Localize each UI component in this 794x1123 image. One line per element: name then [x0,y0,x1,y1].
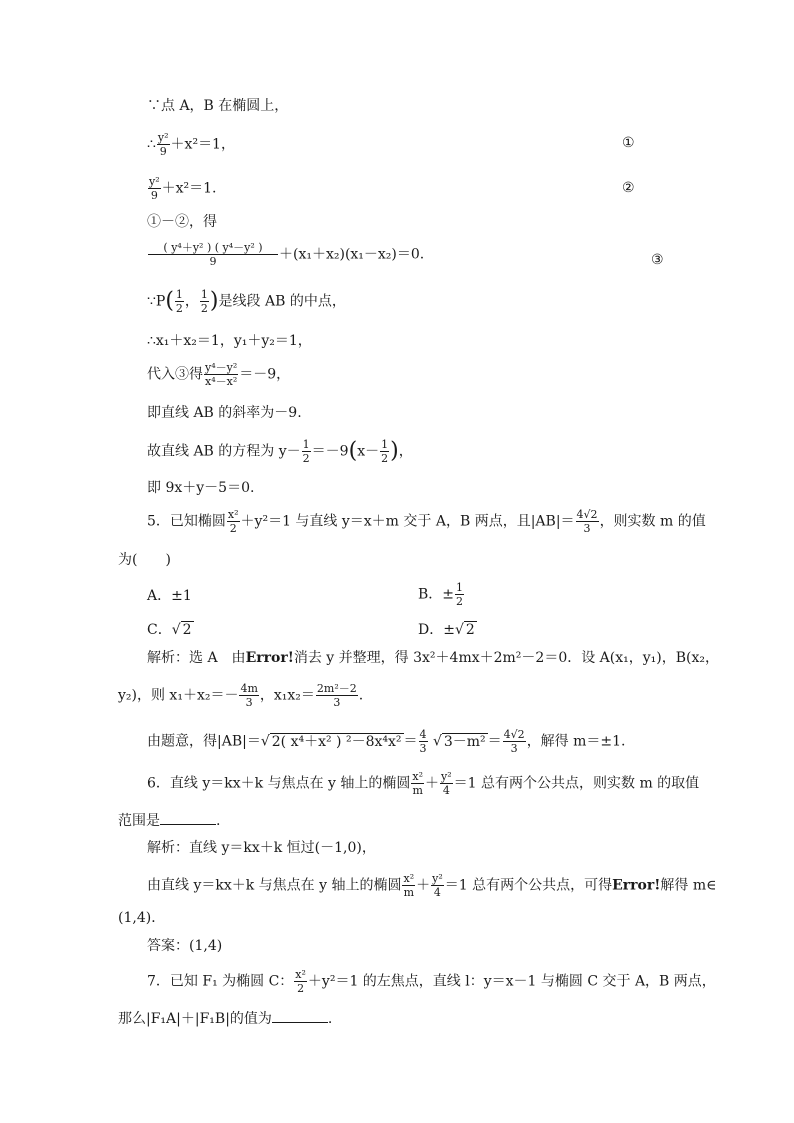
marker-2: ② [622,180,635,196]
fraction-x2-over-m-b: $\frac{\text{x²}}{m}$ [403,872,415,899]
substitute-line [147,361,290,388]
fraction-eq3: $\frac{\text{( y⁴＋y² ) ( y⁴－y² )}}{9}$ [148,241,278,268]
fraction-2m2-over-3: $\frac{\text{2m²－2}}{3}$ [316,682,357,709]
q5-mid: ＋y²＝1 与直线 y＝x＋m 交于 A，B 两点，且|AB|＝ [240,513,575,530]
fraction-x2-over-2-b: $\frac{\text{x²}}{2}$ [295,968,306,995]
answer-6: 答案：(1,4) [147,938,223,954]
fraction-one-half: $\frac{1}{2}$ [456,581,464,608]
eq1-tail: ＝1， [198,136,235,153]
answer-blank-7[interactable] [272,1008,328,1023]
option-c: C．√ 2 [147,622,192,638]
midpoint-line: ∵P( $\frac{1}{2}$ ， $\frac{1}{2}$ )是线段 AB 的中点， [147,288,346,315]
solution-6-line-1: 解析：直线 y＝kx＋k 恒过(－1,0)， [147,840,376,856]
sum-line: ∴x₁＋x₂＝1，y₁＋y₂＝1， [147,333,312,349]
fraction-half-1: $\frac{1}{2}$ [175,288,183,315]
fraction-4m-over-3: $\frac{4m}{3}$ [240,682,258,709]
question-5-cont: 为( ) [118,552,171,568]
question-5 [147,508,706,535]
question-7: 7．已知 F₁ 为椭圆 C： $\frac{\text{x²}}{2}$ ＋y²＝1 的左焦点，直线 l：y＝x－1 与椭圆 C 交于 A，B 两点， [147,968,716,995]
marker-1: ① [622,135,635,151]
fraction-4-over-3: $\frac{4}{3}$ [419,728,427,755]
fraction-y2-over-9: $\frac{\text{y²}}{9}$ [157,131,169,158]
marker-3: ③ [651,252,664,268]
fraction-half-3: $\frac{1}{2}$ [302,438,310,465]
substitute-tail: ＝－9， [239,366,291,383]
fraction-y2-over-9-b: $\frac{\text{y²}}{9}$ [149,175,160,202]
fraction-half-2: $\frac{1}{2}$ [200,288,208,315]
eq2-tail: ＝1. [189,180,217,197]
option-d: D．±√ 2 [418,622,475,638]
equation-2: $\frac{\text{y²}}{9}$ ＋x²＝1. [149,175,217,202]
fraction-y2-over-4: $\frac{\text{y²}}{4}$ [441,770,452,797]
solution-5-line-3: 由题意，得|AB|＝√ 2( x⁴＋x² ) ²－8x⁴x² ＝ $\frac{4}{3}$ √ 3－m² ＝ $\frac{4√2}{3}$ ，解得 m＝±1. [147,728,626,755]
eq3-tail: ＋(x₁＋x₂)(x₁－x₂)＝0. [279,246,425,263]
therefore-sign: ∴ [147,136,156,153]
option-b: B．± $\frac{1}{2}$ [418,581,464,608]
midpoint-tail: 是线段 AB 的中点， [218,293,346,310]
equation-3 [147,241,424,268]
line-equation: 故直线 AB 的方程为 y－ $\frac{1}{2}$ ＝－9(x－ $\frac{1}{2}$ )， [147,438,413,465]
q5-prefix: 5．已知椭圆 [147,513,226,530]
line-eq-prefix: 故直线 AB 的方程为 y－ [147,443,301,460]
line-eq-mid: ＝－9 [311,443,349,460]
subtract-line: ①－②，得 [147,214,217,230]
solution-6-line-2: 由直线 y＝kx＋k 与焦点在 y 轴上的椭圆 $\frac{\text{x²}}{m}$ ＋ $\frac{\text{y²}}{4}$ ＝1 总有两个公共点，可得Error!解得 m∈ [147,872,717,899]
slope-line: 即直线 AB 的斜率为－9. [147,405,302,421]
fraction-half-4: $\frac{1}{2}$ [381,438,389,465]
answer-blank-6[interactable] [160,810,216,825]
line-eq-tail: ， [398,443,413,460]
solution-5-line-1: 解析：选 A 由Error!消去 y 并整理，得 3x²＋4mx＋2m²－2＝0．设 A(x₁，y₁)，B(x₂， [147,650,719,666]
solution-5-line-2: y₂)，则 x₁＋x₂＝－ $\frac{4m}{3}$ ，x₁x₂＝ $\frac{\text{2m²－2}}{3}$ . [118,682,364,709]
fraction-x2-over-2: $\frac{\text{x²}}{2}$ [227,508,239,535]
q5-tail: ，则实数 m 的值 [599,513,706,530]
option-a: A．±1 [147,588,192,604]
fraction-y2-over-4-b: $\frac{\text{y²}}{4}$ [432,872,443,899]
error-text-1: Error! [245,650,294,666]
midpoint-prefix: ∵P [147,293,166,310]
solution-6-line-3: (1,4)． [118,910,166,926]
question-6: 6．直线 y＝kx＋k 与焦点在 y 轴上的椭圆 $\frac{\text{x²}}{m}$ ＋ $\frac{\text{y²}}{4}$ ＝1 总有两个公共点，则实数 m 的取值 [147,770,700,797]
fraction-4sqrt2-over-3-b: $\frac{4√2}{3}$ [503,728,525,755]
error-text-2: Error! [612,877,661,894]
question-6-cont: 范围是 . [118,810,220,831]
fraction-4sqrt2-over-3: $\frac{4√2}{3}$ [576,508,598,535]
line-points-on-ellipse: ∵点 A，B 在椭圆上， [147,98,289,114]
fraction-x2-over-m: $\frac{\text{x²}}{m}$ [412,770,424,797]
substitute-prefix: 代入③得 [147,366,203,383]
question-7-cont: 那么|F₁A|＋|F₁B|的值为 . [118,1008,332,1029]
final-line: 即 9x＋y－5＝0. [147,480,255,496]
fraction-slope: $\frac{\text{y⁴－y²}}{\text{x⁴－x²}}$ [205,361,238,388]
equation-1: ∴ $\frac{\text{y²}}{9}$ ＋x²＝1， [147,131,235,158]
